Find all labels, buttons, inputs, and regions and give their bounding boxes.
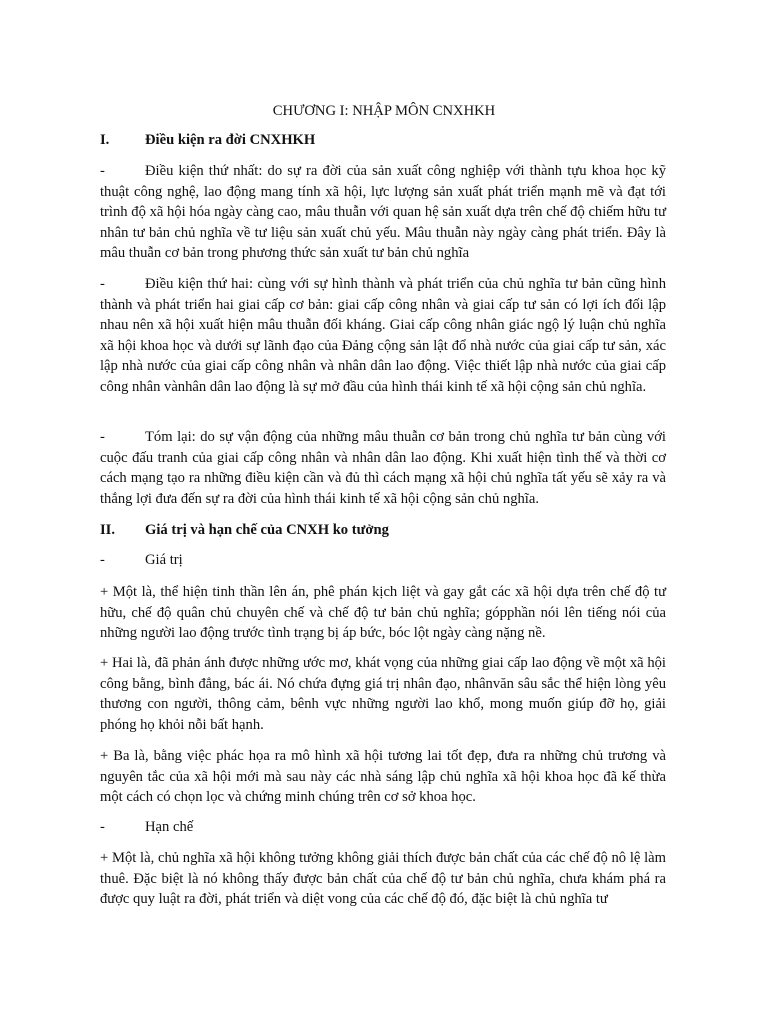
section-title: Giá trị và hạn chế của CNXH ko tưởng (145, 522, 389, 538)
paragraph-text: Điều kiện thứ nhất: do sự ra đời của sản xuất công nghiệp với thành tựu khoa học kỹ thuật công nghệ, lao động mang tính xã hội, lực lượng sản xuất phát triển mạnh mẽ và đạt tới trình độ xã hội hóa ngày càng cao, mâu thuẫn với quan hệ sản xuất dựa trên chế độ chiếm hữu tư nhân tư bản chủ nghĩa về tư liệu sản xuất chủ yếu. Mâu thuẫn này ngày càng phát triển. Đây là mâu thuẫn cơ bản trong phương thức sản xuất tư bản chủ nghĩa (100, 163, 666, 261)
paragraph-value-2: + Hai là, đã phản ánh được những ước mơ, khát vọng của những giai cấp lao động về một xã hội công bằng, bình đẳng, bác ái. Nó chứa đựng giá trị nhân đạo, nhânvăn sâu sắc thể hiện lòng yêu thương con người, thông cảm, bênh vực những người lao khổ, mong muốn giúp đỡ họ, giải phóng họ khỏi nỗi bất hạnh. (100, 655, 666, 733)
bullet-dash: - (100, 819, 105, 835)
section-heading-1 (100, 130, 670, 150)
subheading-limit (100, 817, 670, 837)
subheading-value (100, 550, 670, 570)
section-heading-2 (100, 520, 670, 540)
bullet-dash: - (100, 552, 105, 568)
paragraph-value-3: + Ba là, bằng việc phác họa ra mô hình xã hội tương lai tốt đẹp, đưa ra những chủ trương và nguyên tắc của xã hội mới mà sau này các nhà sáng lập chủ nghĩa xã hội khoa học đã kế thừa một cách có chọn lọc và chứng minh chúng trên cơ sở khoa học. (100, 748, 666, 805)
paragraph-value-1: + Một là, thể hiện tinh thần lên án, phê phán kịch liệt và gay gắt các xã hội dựa trên chế độ tư hữu, chế độ quân chủ chuyên chế và chế độ tư bản chủ nghĩa; gópphần nói lên tiếng nói của những người lao động trước tình trạng bị áp bức, bóc lột ngày càng nặng nề. (100, 584, 666, 641)
bullet-dash: - (100, 429, 105, 445)
bullet-dash: - (100, 163, 105, 179)
section-title: Điều kiện ra đời CNXHKH (145, 132, 316, 148)
section-number: I. (100, 132, 110, 148)
paragraph-text: Tóm lại: do sự vận động của những mâu thuẫn cơ bản trong chủ nghĩa tư bản cùng với cuộc đấu tranh của giai cấp công nhân và nhân dân lao động. Khi xuất hiện tình thế và thời cơ cách mạng tạo ra những điều kiện cần và đủ thì cách mạng xã hội chủ nghĩa tất yếu sẽ xảy ra và thắng lợi đưa đến sự ra đời của hình thái kinh tế xã hội cộng sản chủ nghĩa. (100, 429, 666, 507)
bullet-dash: - (100, 276, 105, 292)
section-number: II. (100, 522, 116, 538)
subheading-text: Giá trị (145, 552, 183, 568)
paragraph-condition-2 (100, 274, 666, 397)
paragraph-text: Điều kiện thứ hai: cùng với sự hình thành và phát triển của chủ nghĩa tư bản cũng hình thành và phát triển hai giai cấp cơ bản: giai cấp công nhân và giai cấp tư sản có lợi ích đối lập nhau nên xã hội xuất hiện mâu thuẫn đối kháng. Giai cấp công nhân giác ngộ lý luận chủ nghĩa xã hội khoa học và dưới sự lãnh đạo của Đảng cộng sản lật đổ nhà nước của giai cấp tư sản, xác lập nhà nước của giai cấp công nhân và nhân dân lao động. Việc thiết lập nhà nước của giai cấp công nhân vànhân dân lao động là sự mở đầu của hình thái kinh tế xã hội cộng sản chủ nghĩa. (100, 276, 666, 395)
paragraph-condition-1 (100, 161, 666, 264)
subheading-text: Hạn chế (145, 819, 194, 835)
chapter-title: CHƯƠNG I: NHẬP MÔN CNXHKH (272, 103, 496, 119)
paragraph-limit-1: + Một là, chủ nghĩa xã hội không tưởng không giải thích được bản chất của các chế độ nô lệ làm thuê. Đặc biệt là nó không thấy được bản chất của chế độ tư bản chủ nghĩa, chưa khám phá ra được quy luật ra đời, phát triển và diệt vong của các chế độ đó, đặc biệt là chủ nghĩa tư (100, 850, 666, 907)
paragraph-summary (100, 427, 666, 509)
